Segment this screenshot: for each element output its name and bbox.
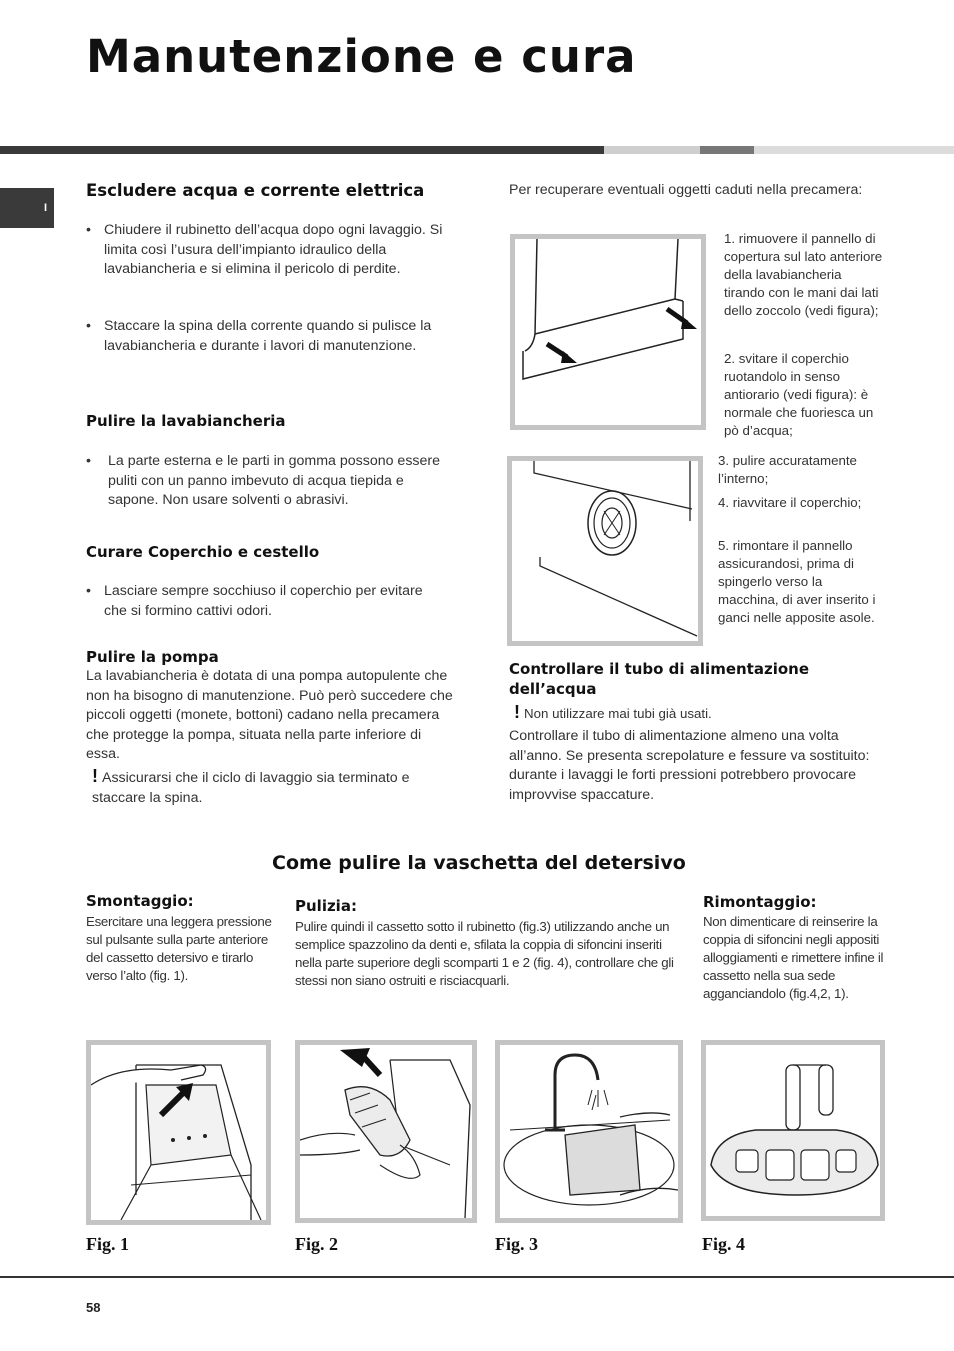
tube-warning [514,703,894,723]
smontaggio-heading: Smontaggio: [86,892,194,910]
fig-1-label: Fig. 1 [86,1234,129,1254]
fig-2-label: Fig. 2 [295,1234,338,1254]
step-3: 3. pulire accuratamente l’interno; [718,453,857,486]
warning-icon: ! [514,702,520,722]
pump-text: La lavabiancheria è dotata di una pompa autopulente che non ha bisogno di manutenzione. Può però succedere che piccoli oggetti (monete, bottoni) cadano nella precamera che protegge la pompa, situata nella parte inferiore di essa. [86,668,453,762]
smontaggio-text: Esercitare una leggera pressione sul pulsante sulla parte anteriore del cassetto detersivo e tirarlo verso l’alto (fig. 1). [86,914,272,983]
section-heading-curare-coperchio: Curare Coperchio e cestello [86,543,320,561]
pump-warning [92,767,452,808]
page-number: 58 [86,1300,101,1315]
pump-warning-text: Assicurarsi che il ciclo di lavaggio sia terminato e staccare la spina. [92,770,410,806]
section-heading-pulire-lavabiancheria: Pulire la lavabiancheria [86,412,286,430]
pump-cap-figure [507,456,703,646]
header-bar-light-end [754,146,954,154]
tube-warning-text: Non utilizzare mai tubi già usati. [524,706,712,721]
header-bar-dark [0,146,604,154]
pulizia-heading: Pulizia: [295,897,357,915]
bullet-text: Lasciare sempre socchiuso il coperchio per evitare che si formino cattivi odori. [104,583,423,619]
step-2: 2. svitare il coperchio ruotandolo in senso antiorario (vedi figura): è normale che fuoriesca un pò d’acqua; [724,351,874,438]
section-heading-escludere: Escludere acqua e corrente elettrica [86,181,425,200]
bullet-text: La parte esterna e le parti in gomma possono essere puliti con un panno imbevuto di acqua tiepida e sapone. Non usare solventi o abrasivi. [108,453,441,508]
fig-4-label: Fig. 4 [702,1234,745,1254]
header-bar-mid [700,146,754,154]
rimontaggio-text: Non dimenticare di reinserire la coppia di sifoncini negli appositi alloggiamenti e rimettere infine il cassetto nella sua sede agganciandolo (fig.4,2, 1). [703,914,884,1001]
figure-4 [701,1040,885,1221]
warning-icon: ! [92,766,98,786]
detergent-heading: Come pulire la vaschetta del detersivo [272,852,686,874]
figure-3 [495,1040,683,1223]
figure-2 [295,1040,477,1223]
header-bar-light [604,146,700,154]
language-tab [0,188,54,228]
bullet-text: Chiudere il rubinetto dell’acqua dopo ogni lavaggio. Si limita così l’usura dell’impianto idraulico della lavabiancheria e si elimina il pericolo di perdite. [104,222,443,277]
section-heading-pulire-pompa: Pulire la pompa [86,648,219,666]
rimontaggio-heading: Rimontaggio: [703,893,817,911]
pulizia-text: Pulire quindi il cassetto sotto il rubinetto (fig.3) utilizzando anche un semplice spazzolino da denti e, sfilata la coppia di sifoncini inseriti nella parte superiore degli scomparti 1 e 2 (fig. 4), controllare che gli stessi non siano ostruiti e risciacquarli. [295,919,674,988]
figure-1 [86,1040,271,1225]
step-5: 5. rimontare il pannello assicurandosi, prima di spingerlo verso la macchina, di aver inserito i ganci nelle apposite asole. [718,538,876,625]
panel-removal-figure [510,234,706,430]
step-1: 1. rimuovere il pannello di copertura sul lato anteriore della lavabiancheria tirando con le mani dai lati dello zoccolo (vedi figura); [724,231,883,318]
footer-rule [0,1276,954,1278]
bullet-text: Staccare la spina della corrente quando si pulisce la lavabiancheria e durante i lavori di manutenzione. [104,318,432,354]
tube-text: Controllare il tubo di alimentazione almeno una volta all’anno. Se presenta screpolature e fessure va sostituito: durante i lavaggi le forti pressioni potrebbero provocare improvvise spaccature. [509,728,870,803]
language-tab-letter: I [44,202,48,214]
section-heading-tubo: Controllare il tubo di alimentazione dell’acqua [509,660,809,698]
fig-3-label: Fig. 3 [495,1234,538,1254]
precamera-intro: Per recuperare eventuali oggetti caduti nella precamera: [509,182,863,198]
page-title: Manutenzione e cura [86,30,637,83]
step-4: 4. riavvitare il coperchio; [718,495,862,510]
